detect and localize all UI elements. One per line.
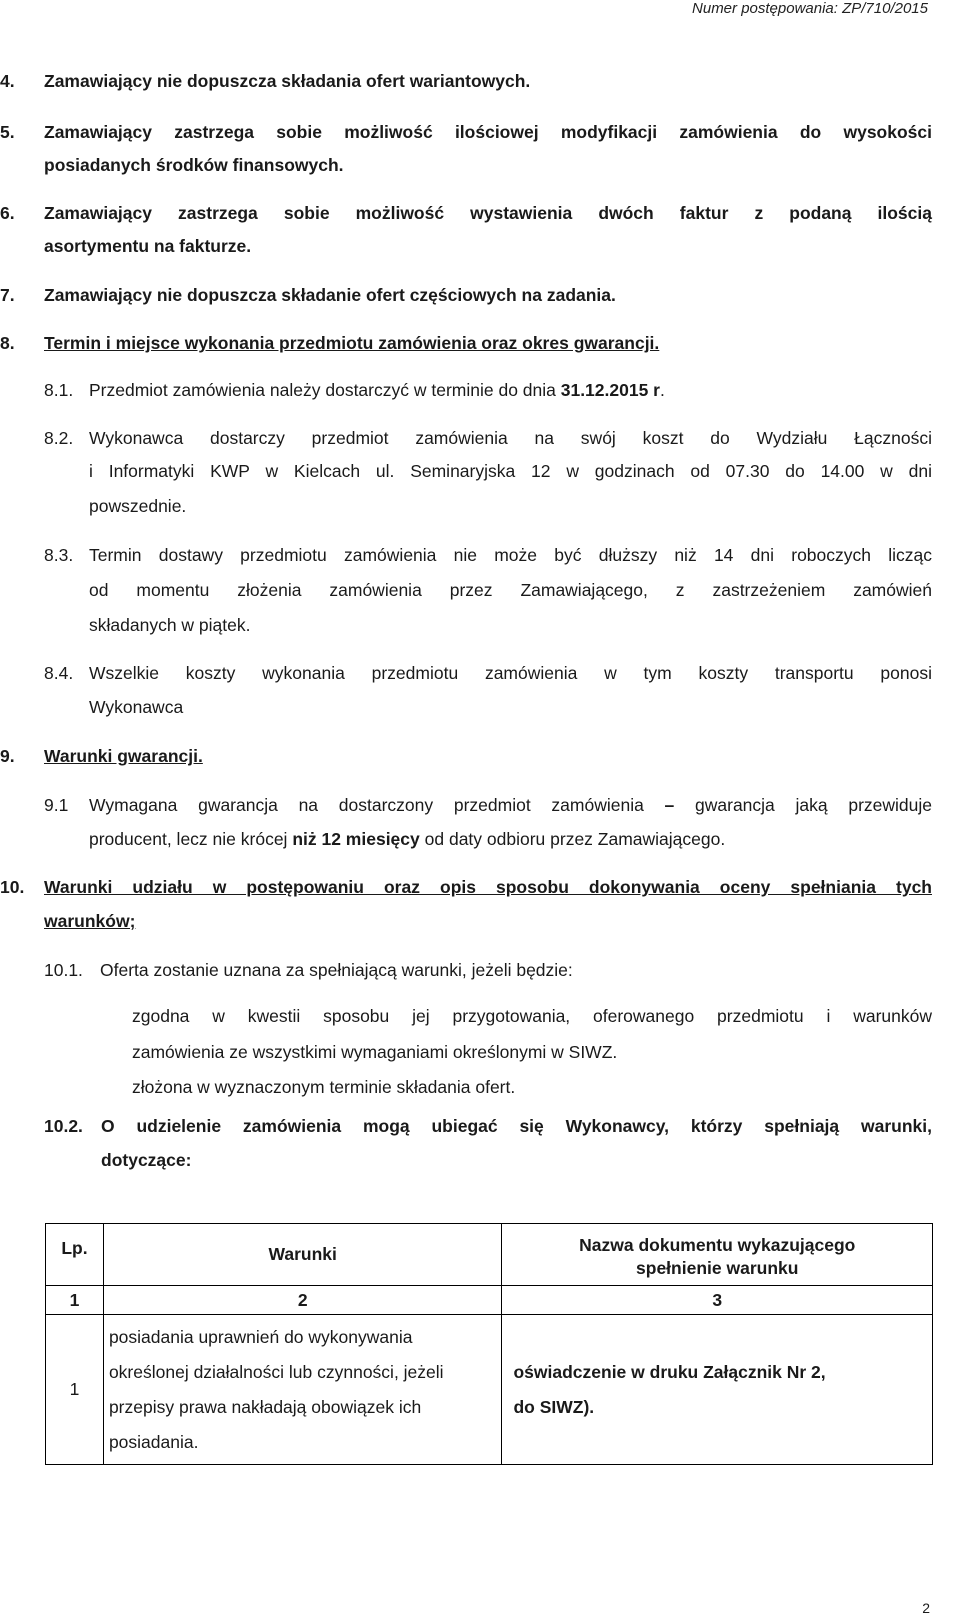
header-document-line-1: Nazwa dokumentu wykazującego: [579, 1234, 856, 1255]
row-document-line-2: do SIWZ).: [513, 1396, 595, 1417]
row-condition-line-2: określonej działalności lub czynności, jeżeli: [108, 1361, 444, 1382]
item-8-4-number: 8.4.: [44, 663, 74, 683]
section-10-heading-line-1: Warunki udziału w postępowaniu oraz opis sposobu dokonywania oceny spełniania tych: [44, 877, 932, 897]
row-condition-line-1: posiadania uprawnień do wykonywania: [108, 1326, 413, 1347]
item-7-number: 7.: [0, 285, 15, 305]
procurement-number: Numer postępowania: ZP/710/2015: [692, 0, 928, 17]
row-document: [502, 1315, 933, 1465]
column-number-3: 3: [502, 1286, 933, 1315]
item-9-1-line-1b: gwarancja jaką przewiduje: [674, 795, 932, 815]
item-9-1-line-2: [89, 829, 725, 850]
row-condition: [103, 1315, 502, 1465]
section-9-number: 9.: [0, 746, 15, 766]
item-6-number: 6.: [0, 203, 15, 223]
condition-1-line-1: zgodna w kwestii sposobu jej przygotowania, oferowanego przedmiotu i warunków: [132, 1006, 932, 1026]
item-9-1-number: 9.1: [44, 795, 69, 815]
table-header-row: [46, 1224, 933, 1286]
item-8-1-body: Przedmiot zamówienia należy dostarczyć w terminie do dnia: [89, 380, 561, 400]
requirements-table: [45, 1223, 933, 1465]
item-8-2-line-1: Wykonawca dostarczy przedmiot zamówienia na swój koszt do Wydziału Łączności: [89, 428, 932, 448]
item-9-1-dash: –: [664, 795, 675, 815]
header-lp: Lp.: [46, 1224, 104, 1286]
item-9-1-line-1a: Wymagana gwarancja na dostarczony przedmiot zamówienia: [89, 795, 665, 815]
item-8-2-number: 8.2.: [44, 428, 74, 448]
section-10-number: 10.: [0, 877, 25, 897]
item-8-1-end: .: [660, 380, 665, 400]
item-8-4-line-2: Wykonawca: [89, 697, 184, 717]
item-8-2-line-3: powszednie.: [89, 496, 187, 516]
column-number-1: 1: [46, 1286, 104, 1315]
column-number-2: 2: [103, 1286, 502, 1315]
item-8-1-date: 31.12.2015 r: [560, 380, 660, 400]
item-6-line-2: asortymentu na fakturze.: [44, 236, 252, 256]
item-10-2-line-2: dotyczące:: [101, 1150, 192, 1170]
item-7-text: Zamawiający nie dopuszcza składanie ofert częściowych na zadania.: [44, 285, 616, 305]
condition-1-line-2: zamówienia ze wszystkimi wymaganiami określonymi w SIWZ.: [132, 1042, 618, 1062]
section-9-heading: Warunki gwarancji.: [44, 746, 203, 766]
condition-2: złożona w wyznaczonym terminie składania ofert.: [132, 1077, 516, 1097]
table-column-numbers-row: [46, 1286, 933, 1315]
item-8-3-line-3: składanych w piątek.: [89, 615, 251, 635]
row-lp: 1: [46, 1315, 104, 1465]
item-10-1-number: 10.1.: [44, 960, 83, 980]
item-6-line-1: Zamawiający zastrzega sobie możliwość wystawienia dwóch faktur z podaną ilością: [44, 203, 932, 223]
item-9-1-line-1: [89, 795, 932, 816]
item-5-number: 5.: [0, 122, 15, 142]
table-row: [46, 1315, 933, 1465]
item-10-2-line-1: O udzielenie zamówienia mogą ubiegać się Wykonawcy, którzy spełniają warunki,: [101, 1116, 932, 1136]
section-8-number: 8.: [0, 333, 15, 353]
row-condition-line-4: posiadania.: [108, 1431, 199, 1452]
item-9-1-warranty-period: niż 12 miesięcy: [292, 829, 420, 849]
header-document: [502, 1224, 933, 1286]
header-document-line-2: spełnienie warunku: [636, 1257, 799, 1278]
item-8-3-line-2: od momentu złożenia zamówienia przez Zamawiającego, z zastrzeżeniem zamówień: [89, 580, 932, 600]
item-10-2-number: 10.2.: [44, 1116, 83, 1136]
row-document-line-1: oświadczenie w druku Załącznik Nr 2,: [513, 1361, 826, 1382]
item-8-1-number: 8.1.: [44, 380, 74, 400]
header-conditions: Warunki: [103, 1224, 502, 1286]
item-8-2-line-2: i Informatyki KWP w Kielcach ul. Seminaryjska 12 w godzinach od 07.30 do 14.00 w dni: [89, 461, 932, 481]
item-8-3-line-1: Termin dostawy przedmiotu zamówienia nie może być dłuższy niż 14 dni roboczych licząc: [89, 545, 932, 565]
section-8-heading: Termin i miejsce wykonania przedmiotu zamówienia oraz okres gwarancji.: [44, 333, 660, 353]
item-5-line-1: Zamawiający zastrzega sobie możliwość ilościowej modyfikacji zamówienia do wysokości: [44, 122, 932, 142]
item-8-3-number: 8.3.: [44, 545, 74, 565]
page-number: 2: [922, 1600, 930, 1616]
item-8-4-line-1: Wszelkie koszty wykonania przedmiotu zamówienia w tym koszty transportu ponosi: [89, 663, 932, 683]
item-5-line-2: posiadanych środków finansowych.: [44, 155, 344, 175]
item-10-1-text: Oferta zostanie uznana za spełniającą warunki, jeżeli będzie:: [100, 960, 573, 980]
item-9-1-line-2c: od daty odbioru przez Zamawiającego.: [419, 829, 726, 849]
row-condition-line-3: przepisy prawa nakładają obowiązek ich: [108, 1396, 422, 1417]
section-10-heading-line-2: warunków;: [44, 911, 136, 931]
item-4-number: 4.: [0, 71, 15, 91]
item-4-text: Zamawiający nie dopuszcza składania ofert wariantowych.: [44, 71, 531, 91]
item-9-1-line-2a: producent, lecz nie krócej: [89, 829, 293, 849]
item-8-1-text: [89, 380, 665, 401]
